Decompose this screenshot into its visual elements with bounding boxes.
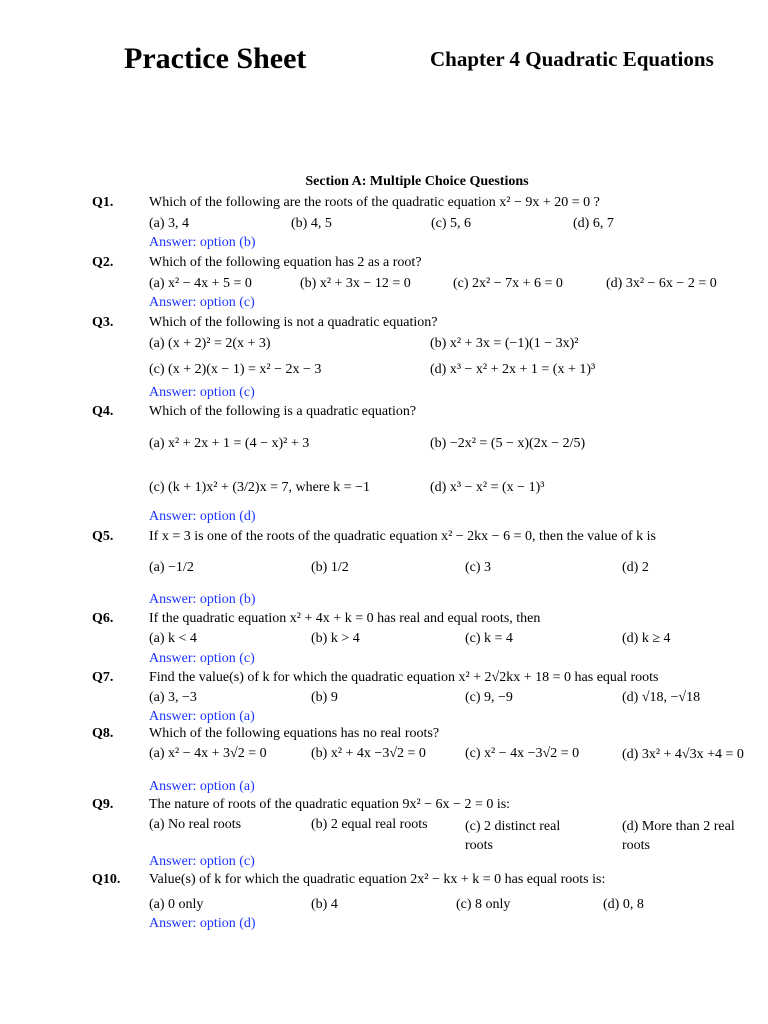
question-text: Which of the following is a quadratic equation? — [149, 404, 417, 419]
answer-text: Answer: option (b) — [149, 592, 256, 607]
option-d: (d) 6, 7 — [573, 216, 614, 231]
option-d: (d) k ≥ 4 — [622, 631, 671, 646]
option-a: (a) 3, 4 — [149, 216, 190, 231]
chapter-title: Chapter 4 Quadratic Equations — [430, 47, 714, 71]
option-a: (a) x² − 4x + 5 = 0 — [149, 276, 252, 291]
option-c: (c) (x + 2)(x − 1) = x² − 2x − 3 — [149, 362, 322, 377]
option-d: (d) x³ − x² = (x − 1)³ — [430, 480, 545, 495]
option-d: (d) x³ − x² + 2x + 1 = (x + 1)³ — [430, 362, 596, 377]
answer-text: Answer: option (c) — [149, 854, 255, 869]
option-b: (b) x² + 4x −3√2 = 0 — [311, 746, 426, 761]
answer-text: Answer: option (d) — [149, 509, 256, 524]
option-c: (c) 8 only — [456, 897, 511, 912]
option-a: (a) x² − 4x + 3√2 = 0 — [149, 746, 267, 761]
question-text: If x = 3 is one of the roots of the quadratic equation x² − 2kx − 6 = 0, then the value of k is — [149, 529, 657, 544]
option-a: (a) k < 4 — [149, 631, 197, 646]
question-number: Q9. — [92, 797, 114, 812]
question-number: Q2. — [92, 255, 114, 270]
option-b: (b) 4, 5 — [291, 216, 332, 231]
option-d: (d) 3x² + 4√3x +4 = 0 — [622, 747, 744, 762]
question-number: Q8. — [92, 726, 114, 741]
question-number: Q3. — [92, 315, 114, 330]
option-c: (c) 2 distinct real roots — [465, 819, 561, 853]
question-text: If the quadratic equation x² + 4x + k = 0 has real and equal roots, then — [149, 611, 541, 626]
question-number: Q4. — [92, 404, 114, 419]
option-c: (c) 3 — [465, 560, 492, 575]
option-d: (d) 0, 8 — [603, 897, 644, 912]
option-c: (c) k = 4 — [465, 631, 513, 646]
question-text: Value(s) of k for which the quadratic equation 2x² − kx + k = 0 has equal roots is: — [149, 872, 606, 887]
option-d: (d) 2 — [622, 560, 649, 575]
option-a: (a) 3, −3 — [149, 690, 197, 705]
option-b: (b) 1/2 — [311, 560, 349, 575]
option-a: (a) (x + 2)² = 2(x + 3) — [149, 336, 271, 351]
option-b: (b) x² + 3x = (−1)(1 − 3x)² — [430, 336, 579, 351]
option-b: (b) k > 4 — [311, 631, 360, 646]
option-d: (d) 3x² − 6x − 2 = 0 — [606, 276, 717, 291]
question-text: Find the value(s) of k for which the quadratic equation x² + 2√2kx + 18 = 0 has equal roots — [149, 670, 659, 685]
answer-text: Answer: option (c) — [149, 651, 255, 666]
option-b: (b) 9 — [311, 690, 338, 705]
option-b: (b) 4 — [311, 897, 338, 912]
question-number: Q1. — [92, 195, 114, 210]
option-d: (d) More than 2 real roots — [622, 819, 735, 853]
section-title: Section A: Multiple Choice Questions — [305, 174, 529, 189]
question-text: Which of the following are the roots of the quadratic equation x² − 9x + 20 = 0 ? — [149, 195, 600, 210]
option-c: (c) 9, −9 — [465, 690, 513, 705]
option-c: (c) 5, 6 — [431, 216, 472, 231]
question-text: The nature of roots of the quadratic equation 9x² − 6x − 2 = 0 is: — [149, 797, 511, 812]
answer-text: Answer: option (a) — [149, 779, 255, 794]
option-a: (a) −1/2 — [149, 560, 194, 575]
question-text: Which of the following is not a quadratic equation? — [149, 315, 438, 330]
option-a: (a) 0 only — [149, 897, 204, 912]
question-number: Q6. — [92, 611, 114, 626]
answer-text: Answer: option (c) — [149, 295, 255, 310]
question-number: Q10. — [92, 872, 121, 887]
question-number: Q7. — [92, 670, 114, 685]
option-c: (c) (k + 1)x² + (3/2)x = 7, where k = −1 — [149, 480, 370, 495]
answer-text: Answer: option (d) — [149, 916, 256, 931]
question-text: Which of the following equations has no real roots? — [149, 726, 440, 741]
answer-text: Answer: option (c) — [149, 385, 255, 400]
answer-text: Answer: option (b) — [149, 235, 256, 250]
option-b: (b) x² + 3x − 12 = 0 — [300, 276, 411, 291]
option-a: (a) No real roots — [149, 817, 242, 832]
option-a: (a) x² + 2x + 1 = (4 − x)² + 3 — [149, 436, 310, 451]
answer-text: Answer: option (a) — [149, 709, 255, 724]
page-title: Practice Sheet — [124, 42, 307, 75]
option-c: (c) 2x² − 7x + 6 = 0 — [453, 276, 563, 291]
question-text: Which of the following equation has 2 as a root? — [149, 255, 422, 270]
option-d: (d) √18, −√18 — [622, 690, 701, 705]
question-number: Q5. — [92, 529, 114, 544]
option-c: (c) x² − 4x −3√2 = 0 — [465, 746, 580, 761]
option-b: (b) 2 equal real roots — [311, 817, 428, 832]
option-b: (b) −2x² = (5 − x)(2x − 2/5) — [430, 436, 586, 451]
